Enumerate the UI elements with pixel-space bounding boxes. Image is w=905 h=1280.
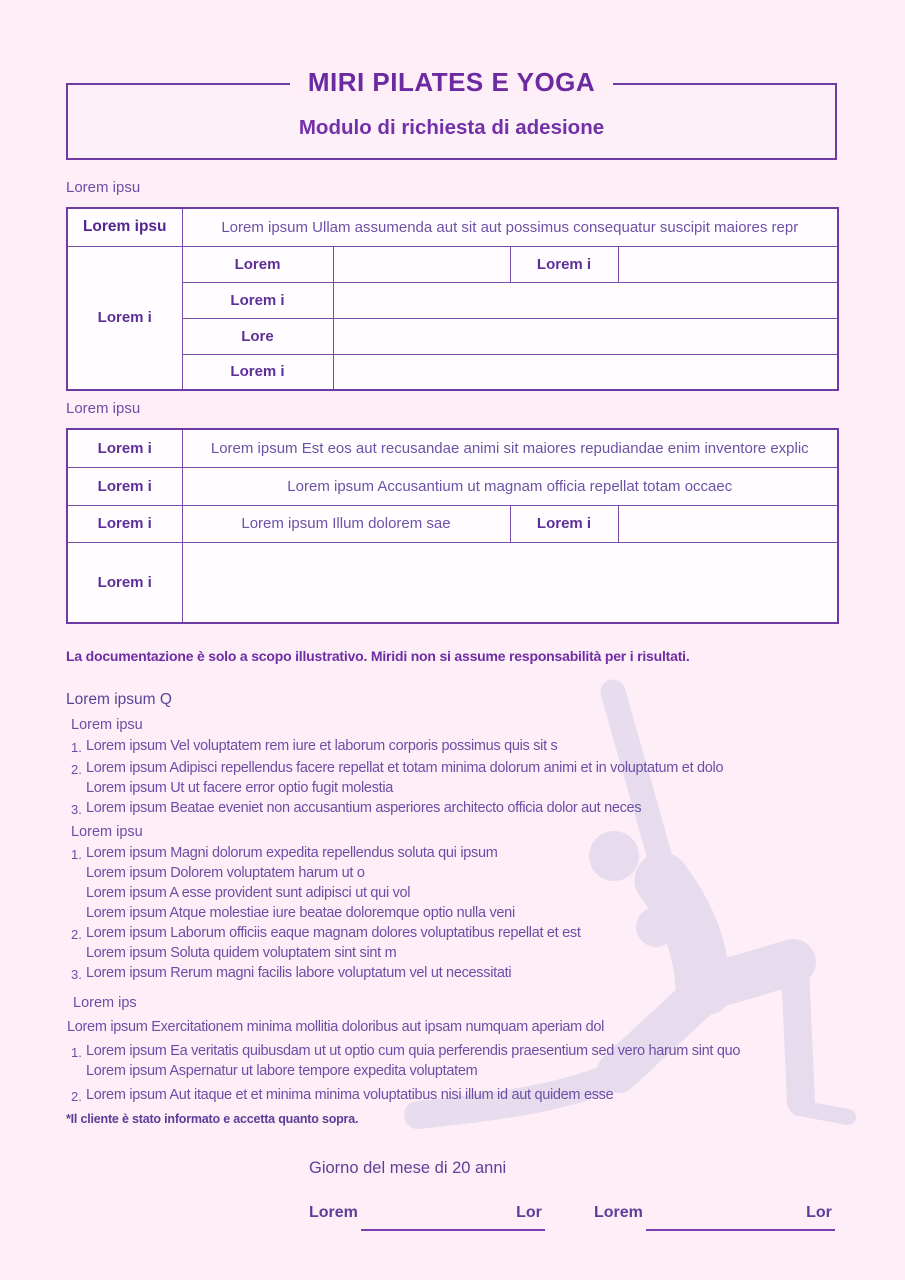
- form-title-row: [68, 67, 835, 98]
- subsection3-intro: [67, 1017, 604, 1037]
- list-item-number: 1.: [71, 740, 82, 755]
- table1-group-label: Lorem i: [67, 246, 182, 390]
- list-item: [71, 963, 581, 985]
- list-item-line: Lorem ipsum Beatae eveniet non accusantium asperiores architecto officia dolor aut neces: [86, 800, 642, 816]
- table1-row3-label: Lorem i: [182, 282, 333, 318]
- table1-row4-label: Lore: [182, 318, 333, 354]
- section-heading: Lorem ipsum Q: [66, 691, 172, 708]
- header-box: [66, 67, 837, 160]
- list-item-line: Lorem ipsum Ut ut facere error optio fugit molestia: [86, 780, 394, 796]
- list-item: [71, 1041, 740, 1081]
- table1-row5-label: Lorem i: [182, 354, 333, 390]
- list-item: [71, 758, 723, 798]
- table2-row3-label: Lorem i: [67, 505, 182, 542]
- list-item: [71, 736, 723, 758]
- signature-block-1: [309, 1204, 545, 1231]
- membership-details-table: [66, 428, 839, 624]
- list-item: [71, 843, 581, 923]
- numbered-list: [71, 1041, 740, 1107]
- list-item-line: Lorem ipsum Adipisci repellendus facere repellat et totam minima dolorum animi et in voluptatum et dolo: [86, 760, 724, 776]
- fill-in-cell[interactable]: [333, 282, 838, 318]
- signature-label: Lorem: [594, 1204, 643, 1221]
- table2-row3-value: Lorem ipsum Illum dolorem sae: [182, 505, 510, 542]
- fill-in-cell[interactable]: [333, 246, 510, 282]
- signature-block-2: [594, 1204, 835, 1231]
- list-item-line: Lorem ipsum Rerum magni facilis labore voluptatum vel ut necessitati: [86, 965, 512, 981]
- table2-row2-label: Lorem i: [67, 467, 182, 505]
- list-item-number: 3.: [71, 802, 82, 817]
- numbered-list: [71, 736, 723, 820]
- form-subtitle: Modulo di richiesta di adesione: [298, 116, 605, 139]
- list-item-number: 2.: [71, 927, 82, 942]
- table2-row4-label: Lorem i: [67, 542, 182, 623]
- list-item-line: Lorem ipsum Ea veritatis quibusdam ut ut optio cum quia perferendis praesentium sed vero harum sint quo: [86, 1043, 741, 1059]
- signature-line[interactable]: Lor: [646, 1204, 835, 1231]
- footnote-text: *Il cliente è stato informato e accetta quanto sopra.: [66, 1112, 359, 1126]
- list-item-number: 1.: [71, 1045, 82, 1060]
- fill-in-cell[interactable]: [182, 542, 838, 623]
- list-item: [71, 1085, 740, 1107]
- table2-row1-label: Lorem i: [67, 429, 182, 467]
- fill-in-cell[interactable]: [333, 318, 838, 354]
- signature-line[interactable]: Lor: [361, 1204, 545, 1231]
- fill-in-cell[interactable]: [618, 246, 838, 282]
- table1-row2-label: Lorem: [182, 246, 333, 282]
- list-item-line: Lorem ipsum Aspernatur ut labore tempore expedita voluptatem: [86, 1063, 478, 1079]
- table2-caption: Lorem ipsu: [66, 400, 141, 417]
- list-item-line: Lorem ipsum Laborum officiis eaque magnam dolores voluptatibus repellat et est: [86, 925, 581, 941]
- list-item-line: Lorem ipsum Soluta quidem voluptatem sint sint m: [86, 945, 397, 961]
- list-item-number: 2.: [71, 762, 82, 777]
- table2-row3-mid-label: Lorem i: [510, 505, 618, 542]
- list-item-number: 2.: [71, 1089, 82, 1104]
- intro-line: Lorem ipsum Exercitationem minima mollitia doloribus aut ipsam numquam aperiam dol: [67, 1019, 605, 1035]
- fill-in-cell[interactable]: [333, 354, 838, 390]
- form-title: MIRI PILATES E YOGA: [290, 67, 613, 98]
- numbered-list: [71, 843, 581, 985]
- date-line: Giorno del mese di 20 anni: [309, 1159, 507, 1177]
- list-item-line: Lorem ipsum Atque molestiae iure beatae doloremque optio nulla veni: [86, 905, 515, 921]
- subsection3-title: Lorem ips: [73, 995, 137, 1011]
- list-item-line: Lorem ipsum Vel voluptatem rem iure et laborum corporis possimus quis sit s: [86, 738, 558, 754]
- disclaimer-text: La documentazione è solo a scopo illustrativo. Miridi non si assume responsabilità per i risultati.: [66, 648, 690, 664]
- list-item: [71, 798, 723, 820]
- table1-header-value: Lorem ipsum Ullam assumenda aut sit aut possimus consequatur suscipit maiores repr: [182, 208, 838, 246]
- table1-row2-mid-label: Lorem i: [510, 246, 618, 282]
- subsection1-title: Lorem ipsu: [71, 717, 143, 733]
- personal-info-table: [66, 207, 839, 391]
- list-item-line: Lorem ipsum Dolorem voluptatem harum ut o: [86, 865, 365, 881]
- table1-header-label: Lorem ipsu: [67, 208, 182, 246]
- list-item-line: Lorem ipsum A esse provident sunt adipisci ut qui vol: [86, 885, 411, 901]
- subsection2-title: Lorem ipsu: [71, 824, 143, 840]
- table2-row1-value: Lorem ipsum Est eos aut recusandae animi sit maiores repudiandae enim inventore explic: [182, 429, 838, 467]
- list-item-number: 1.: [71, 847, 82, 862]
- table2-row2-value: Lorem ipsum Accusantium ut magnam officia repellat totam occaec: [182, 467, 838, 505]
- list-item-number: 3.: [71, 967, 82, 982]
- list-item: [71, 923, 581, 963]
- list-item-line: Lorem ipsum Aut itaque et et minima minima voluptatibus nisi illum id aut quidem esse: [86, 1087, 614, 1103]
- table1-caption: Lorem ipsu: [66, 179, 141, 196]
- list-item-line: Lorem ipsum Magni dolorum expedita repellendus soluta qui ipsum: [86, 845, 498, 861]
- signature-label: Lorem: [309, 1204, 358, 1221]
- fill-in-cell[interactable]: [618, 505, 838, 542]
